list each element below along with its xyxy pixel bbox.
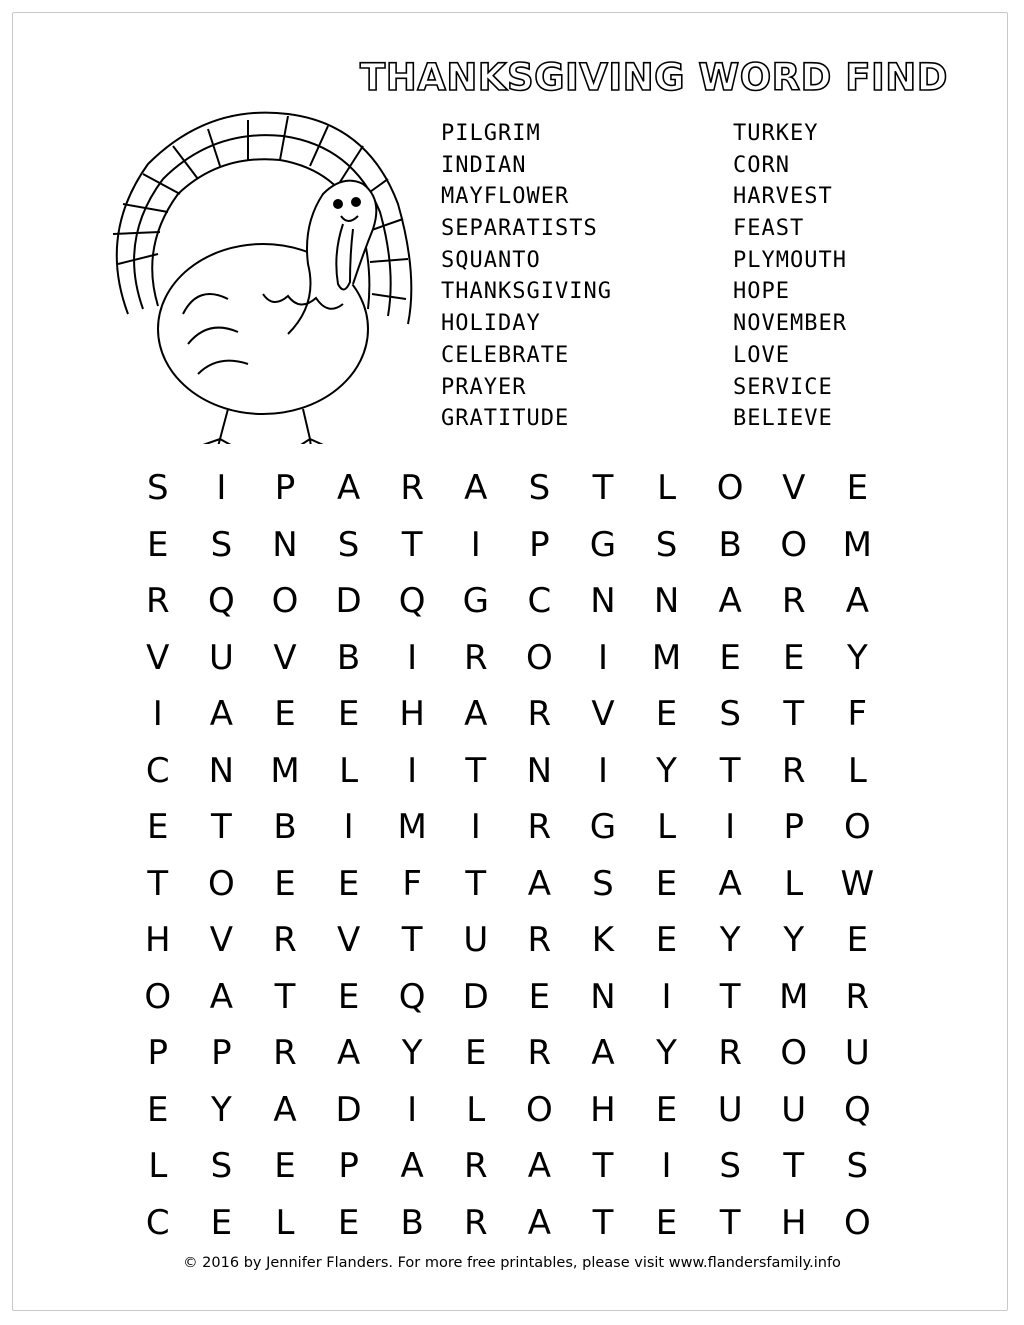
grid-letter: E xyxy=(655,1202,678,1243)
grid-letter: O xyxy=(843,807,871,848)
grid-letter: M xyxy=(270,750,300,791)
grid-letter: A xyxy=(273,1089,297,1130)
word-list-item: SQUANTO xyxy=(441,247,541,273)
grid-letter: T xyxy=(465,863,487,904)
word-list-item: THANKSGIVING xyxy=(441,279,612,305)
word-list-item: SERVICE xyxy=(733,374,833,400)
grid-letter: O xyxy=(780,1033,808,1074)
grid-letter: E xyxy=(274,863,296,904)
grid-letter: O xyxy=(716,468,744,509)
grid-letter: U xyxy=(717,1089,743,1130)
grid-letter: T xyxy=(592,468,614,509)
grid-letter: A xyxy=(527,1202,551,1243)
grid-letter: C xyxy=(527,581,552,622)
grid-letter: A xyxy=(336,1033,361,1074)
word-list-item: PILGRIM xyxy=(441,121,541,146)
grid-letter: U xyxy=(781,1089,807,1130)
grid-letter: A xyxy=(591,1033,615,1074)
grid-letter: P xyxy=(783,807,804,848)
grid-letter: R xyxy=(273,920,297,961)
grid-letter: N xyxy=(208,750,235,791)
grid-letter: T xyxy=(783,694,805,735)
word-list-item: GRATITUDE xyxy=(441,406,570,432)
grid-letter: Y xyxy=(846,637,868,678)
grid-letter: I xyxy=(470,524,481,565)
grid-letter: N xyxy=(590,581,616,622)
grid-letter: P xyxy=(338,1146,359,1187)
grid-letter: P xyxy=(147,1033,169,1074)
grid-letter: R xyxy=(527,920,552,961)
grid-letter: H xyxy=(780,1202,807,1243)
grid-letter: E xyxy=(782,637,805,678)
grid-letter: V xyxy=(209,920,234,961)
grid-letter: K xyxy=(591,920,615,961)
grid-letter: V xyxy=(146,637,170,678)
grid-letter: O xyxy=(525,637,553,678)
word-list-item: BELIEVE xyxy=(733,406,833,432)
grid-letter: I xyxy=(470,807,481,848)
grid-letter: R xyxy=(400,468,424,509)
grid-letter: R xyxy=(527,694,552,735)
grid-letter: Y xyxy=(783,920,805,961)
grid-letter: T xyxy=(401,920,423,961)
grid-letter: I xyxy=(597,750,608,791)
grid-letter: L xyxy=(657,468,677,509)
grid-letter: P xyxy=(211,1033,232,1074)
grid-letter: Q xyxy=(398,581,426,622)
grid-letter: P xyxy=(529,524,550,565)
grid-letter: N xyxy=(590,976,616,1017)
grid-letter: R xyxy=(781,750,806,791)
grid-letter: M xyxy=(651,637,682,678)
grid-letter: A xyxy=(845,581,869,622)
grid-letter: Y xyxy=(719,920,741,961)
grid-letter: Y xyxy=(656,750,677,791)
grid-letter: O xyxy=(144,976,172,1017)
grid-letter: R xyxy=(463,637,488,678)
grid-letter: M xyxy=(779,976,809,1017)
grid-letter: A xyxy=(209,976,234,1017)
grid-letter: A xyxy=(527,1146,551,1187)
grid-letter: U xyxy=(208,637,234,678)
grid-letter: S xyxy=(719,694,741,735)
grid-letter: A xyxy=(464,694,488,735)
grid-letter: E xyxy=(846,920,869,961)
grid-letter: R xyxy=(845,976,870,1017)
grid-letter: Y xyxy=(211,1089,232,1130)
grid-letter: S xyxy=(337,524,360,565)
grid-letter: R xyxy=(527,1033,552,1074)
grid-letter: E xyxy=(147,524,169,565)
grid-letter: L xyxy=(148,1146,168,1187)
grid-letter: I xyxy=(725,807,736,848)
grid-letter: I xyxy=(343,807,354,848)
grid-letter: E xyxy=(274,694,296,735)
grid-letter: L xyxy=(275,1202,295,1243)
word-list-item: HOPE xyxy=(733,279,790,305)
grid-letter: E xyxy=(528,976,551,1017)
grid-letter: T xyxy=(592,1146,614,1187)
grid-letter: U xyxy=(844,1033,870,1074)
grid-letter: G xyxy=(462,581,489,622)
word-list-item: INDIAN xyxy=(441,152,527,178)
grid-letter: F xyxy=(402,863,422,904)
grid-letter: U xyxy=(463,920,489,961)
grid-letter: N xyxy=(653,581,680,622)
grid-letter: G xyxy=(589,524,617,565)
grid-letter: R xyxy=(463,1202,488,1243)
grid-letter: R xyxy=(273,1033,297,1074)
word-list-item: FEAST xyxy=(733,216,805,242)
grid-letter: H xyxy=(145,920,171,961)
grid-letter: I xyxy=(661,976,672,1017)
word-list-item: HARVEST xyxy=(733,184,833,210)
grid-letter: I xyxy=(407,750,418,791)
grid-letter: E xyxy=(210,1202,233,1243)
word-list-item: MAYFLOWER xyxy=(441,184,570,210)
grid-letter: T xyxy=(147,863,169,904)
grid-letter: C xyxy=(145,750,170,791)
grid-letter: Q xyxy=(208,581,235,622)
page-title: THANKSGIVING WORD FIND xyxy=(360,56,948,99)
word-search-grid xyxy=(126,460,889,1251)
grid-letter: E xyxy=(147,1089,169,1130)
grid-letter: I xyxy=(661,1146,672,1187)
grid-letter: D xyxy=(462,976,489,1017)
word-list-item: TURKEY xyxy=(733,121,819,146)
grid-letter: E xyxy=(337,976,360,1017)
word-list-item: PRAYER xyxy=(441,374,527,400)
grid-letter: E xyxy=(846,468,869,509)
grid-letter: B xyxy=(336,637,361,678)
grid-letter: I xyxy=(152,694,163,735)
grid-letter: B xyxy=(273,807,297,848)
grid-letter: H xyxy=(590,1089,616,1130)
grid-letter: C xyxy=(145,1202,170,1243)
word-list-left xyxy=(441,118,612,435)
word-list-item: PLYMOUTH xyxy=(733,247,847,273)
grid-letter: A xyxy=(718,863,742,904)
grid-letter: D xyxy=(335,1089,362,1130)
word-list-item: HOLIDAY xyxy=(441,311,541,337)
grid-letter: S xyxy=(846,1146,869,1187)
grid-letter: E xyxy=(655,920,678,961)
grid-letter: A xyxy=(336,468,361,509)
grid-letter: V xyxy=(591,694,615,735)
grid-letter: A xyxy=(527,863,551,904)
grid-letter: T xyxy=(465,750,487,791)
grid-letter: O xyxy=(843,1202,871,1243)
grid-letter: E xyxy=(147,807,169,848)
grid-letter: O xyxy=(208,863,235,904)
grid-letter: B xyxy=(718,524,742,565)
grid-letter: N xyxy=(272,524,298,565)
grid-letter: A xyxy=(718,581,742,622)
grid-letter: T xyxy=(592,1202,614,1243)
word-list-item: LOVE xyxy=(733,342,790,368)
grid-letter: T xyxy=(783,1146,805,1187)
grid-letter: E xyxy=(655,1089,678,1130)
grid-letter: E xyxy=(719,637,741,678)
grid-letter: R xyxy=(781,581,806,622)
grid-letter: T xyxy=(719,1202,741,1243)
grid-letter: L xyxy=(847,750,867,791)
grid-letter: M xyxy=(842,524,872,565)
grid-letter: Y xyxy=(656,1033,677,1074)
grid-letter: R xyxy=(718,1033,742,1074)
grid-letter: T xyxy=(719,976,741,1017)
grid-letter: L xyxy=(466,1089,486,1130)
turkey-illustration xyxy=(88,84,428,444)
grid-letter: F xyxy=(847,694,868,735)
grid-letter: V xyxy=(782,468,806,509)
grid-letter: S xyxy=(719,1146,741,1187)
grid-letter: W xyxy=(840,863,875,904)
grid-letter: V xyxy=(273,637,297,678)
grid-letter: E xyxy=(337,694,360,735)
grid-letter: I xyxy=(407,637,418,678)
grid-letter: A xyxy=(209,694,234,735)
grid-letter: Q xyxy=(843,1089,871,1130)
grid-letter: E xyxy=(465,1033,487,1074)
grid-letter: R xyxy=(145,581,170,622)
grid-letter: T xyxy=(401,524,423,565)
grid-letter: E xyxy=(337,863,360,904)
grid-letter: E xyxy=(655,694,678,735)
grid-letter: O xyxy=(780,524,808,565)
grid-letter: N xyxy=(526,750,553,791)
grid-letter: B xyxy=(400,1202,424,1243)
grid-letter: I xyxy=(407,1089,418,1130)
word-list-right xyxy=(733,118,847,435)
grid-letter: E xyxy=(337,1202,360,1243)
grid-letter: S xyxy=(210,1146,233,1187)
grid-letter: M xyxy=(397,807,427,848)
grid-letter: S xyxy=(147,468,169,509)
grid-letter: Q xyxy=(398,976,426,1017)
grid-letter: G xyxy=(589,807,617,848)
grid-letter: T xyxy=(719,750,741,791)
grid-letter: R xyxy=(463,1146,488,1187)
grid-letter: P xyxy=(274,468,296,509)
word-list-item: SEPARATISTS xyxy=(441,216,598,242)
grid-letter: O xyxy=(271,581,299,622)
grid-letter: A xyxy=(464,468,488,509)
word-list-item: CORN xyxy=(733,152,790,178)
grid-letter: S xyxy=(592,863,614,904)
grid-letter: E xyxy=(274,1146,296,1187)
grid-letter: D xyxy=(335,581,362,622)
grid-letter: O xyxy=(525,1089,553,1130)
grid-letter: R xyxy=(527,807,552,848)
grid-letter: L xyxy=(657,807,677,848)
copyright-footer: © 2016 by Jennifer Flanders. For more free printables, please visit www.flandersfamily.info xyxy=(183,1255,841,1271)
grid-letter: I xyxy=(597,637,608,678)
grid-letter: L xyxy=(784,863,804,904)
grid-letter: L xyxy=(339,750,359,791)
grid-letter: S xyxy=(210,524,233,565)
grid-letter: T xyxy=(211,807,232,848)
word-list-item: NOVEMBER xyxy=(733,311,847,337)
grid-letter: A xyxy=(400,1146,424,1187)
grid-letter: H xyxy=(399,694,425,735)
grid-letter: V xyxy=(336,920,361,961)
grid-letter: Y xyxy=(401,1033,423,1074)
grid-letter: S xyxy=(528,468,551,509)
grid-letter: T xyxy=(274,976,296,1017)
grid-letter: E xyxy=(655,863,678,904)
grid-letter: S xyxy=(655,524,678,565)
word-list-item: CELEBRATE xyxy=(441,342,570,368)
grid-letter: I xyxy=(216,468,227,509)
